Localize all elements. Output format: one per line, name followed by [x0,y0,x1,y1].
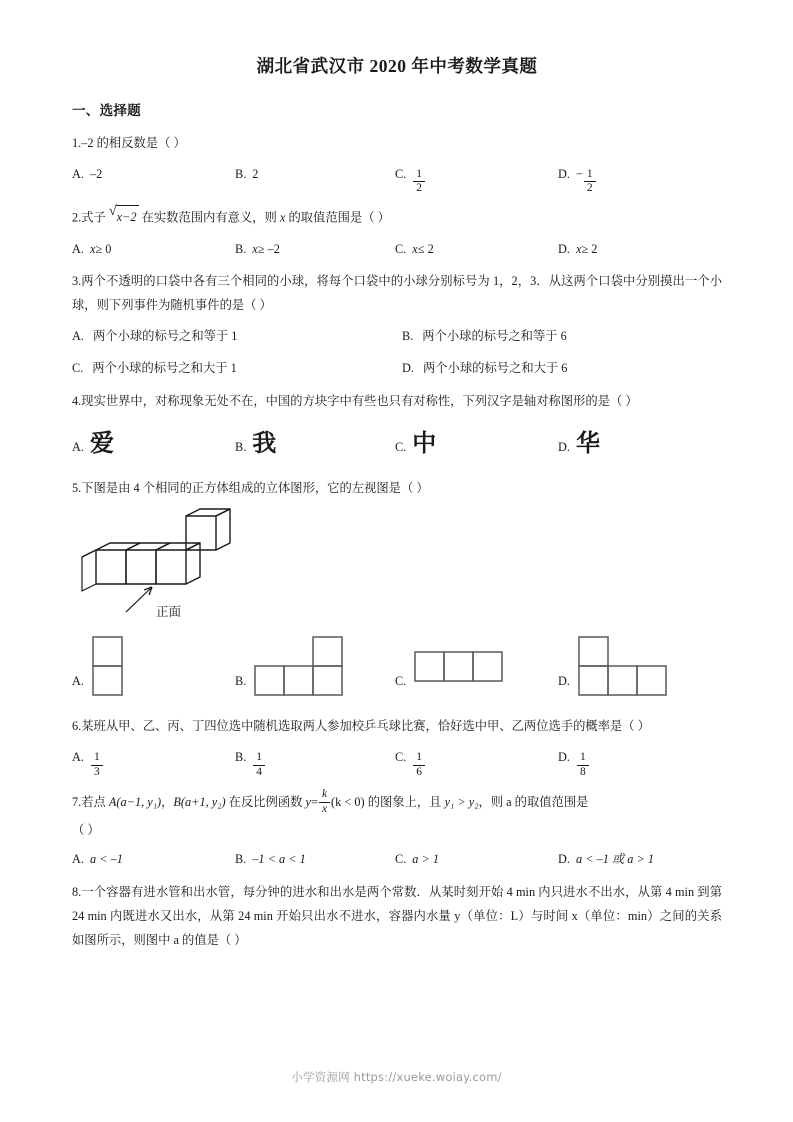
option-relation: ≥ 0 [95,241,112,256]
option-label: B. [235,166,247,181]
option-7-c[interactable] [395,848,558,871]
option-5-c[interactable] [395,635,558,701]
option-label: A. [72,166,84,181]
option-3-d[interactable] [402,357,722,380]
question-6-stem: 6.某班从甲、乙、丙、丁四位选中随机选取两人参加校乒乓球比赛，恰好选中甲、乙两位选手的概率是（ ） [72,719,650,734]
question-7-condition: (k < 0) 的图象上，且 [331,795,445,810]
page-content [72,55,722,960]
question-3-options-row1 [72,325,722,348]
footer-watermark: 小学资源网 https://xueke.woiay.com/ [291,1070,502,1084]
question-5-stem: 5.下图是由 4 个相同的正方体组成的立体图形，它的左视图是（ ） [72,481,429,496]
fraction-numerator: k [321,788,328,801]
option-label: C. [395,439,407,454]
option-value: 2 [252,166,259,181]
front-face-pointer-arrow [126,587,152,612]
option-label: C. [395,852,407,867]
option-2-d[interactable] [558,238,722,261]
question-7-mid: 在反比例函数 [225,795,306,810]
question-2-suffix-b: 的取值范围是（ ） [285,210,390,225]
option-5-b[interactable] [235,635,395,701]
equation-y: y [305,795,311,810]
fraction-denominator: 2 [584,181,596,196]
option-label: D. [558,750,570,765]
option-label: D. [402,361,414,376]
question-6-options [72,746,722,780]
fraction [253,751,265,779]
fraction-one-half [413,168,425,196]
fraction [577,751,589,779]
inequality-y1-y2: y₁ > y₂ [444,795,479,810]
radicand: x−2 [116,205,139,230]
option-label: D. [558,166,570,181]
option-1-a[interactable] [72,163,235,197]
option-7-d[interactable] [558,848,722,871]
option-value: a > 1 [412,852,440,867]
question-2-prefix: 2.式子 [72,210,109,225]
option-label: D. [558,674,570,689]
question-7-stem-line-1 [72,789,722,817]
isometric-cubes-diagram [80,508,280,620]
option-2-c[interactable] [395,238,558,261]
question-5-options [72,635,722,701]
shape-row3-top-right [253,635,353,701]
fraction-one-half [584,168,596,196]
fraction-numerator: 1 [256,751,263,764]
option-value: 两个小球的标号之和等于 6 [422,328,567,343]
point-a-label: A [108,795,117,810]
fraction-denominator: 3 [91,765,103,780]
option-relation: ≥ –2 [257,241,280,256]
fraction-k-over-x [319,788,330,816]
fraction-numerator: 1 [93,751,100,764]
option-4-d[interactable] [558,421,722,467]
question-4-options [72,421,722,467]
option-label: C. [395,241,407,256]
comma: ， [161,795,174,810]
point-a-args: (a−1, y₁) [116,795,162,810]
question-3-stem: 3.两个不透明的口袋中各有三个相同的小球，将每个口袋中的小球分别标号为 1，2，3．从这两个口袋中分别摸出一个小球，则下列事件为随机事件的是（ ） [72,274,722,313]
front-face-label: 正面 [156,604,182,620]
option-label: C. [395,750,407,765]
option-value: –2 [89,166,103,181]
option-label: A. [72,852,84,867]
question-2-suffix-a: 在实数范围内有意义，则 [138,210,280,225]
question-1-options [72,163,722,197]
question-7-prefix: 7.若点 [72,795,109,810]
option-value: 两个小球的标号之和大于 1 [92,361,237,376]
fraction [91,751,103,779]
fraction-denominator: 8 [577,765,589,780]
hanzi-glyph-ai: 爱 [89,428,114,457]
option-label: D. [558,852,570,867]
option-7-a[interactable] [72,848,235,871]
option-label: C. [395,674,407,689]
option-label: B. [235,439,247,454]
option-label: B. [235,852,247,867]
option-label: C. [72,361,84,376]
question-7-stem-line-2: （ ） [72,823,100,838]
option-4-c[interactable] [395,421,558,467]
fraction-denominator: 6 [413,765,425,780]
question-1-text: 1.–2 的相反数是（ ） [72,135,186,150]
option-5-a[interactable] [72,635,235,701]
option-1-b[interactable] [235,163,395,197]
fraction-numerator: 1 [416,167,423,180]
shape-row3-top-left [577,635,677,701]
option-6-b[interactable] [235,746,395,780]
option-label: D. [558,439,570,454]
shape-vertical-two-squares [91,635,135,701]
option-variable: x [412,241,418,256]
fraction-numerator: 1 [586,167,593,180]
option-label: D. [558,241,570,256]
page-title: 湖北省武汉市 2020 年中考数学真题 [256,56,538,76]
option-variable: x [575,241,582,256]
option-value: 两个小球的标号之和等于 1 [92,328,238,343]
question-5-figure [80,508,722,625]
option-label: A. [72,674,84,689]
option-value: 两个小球的标号之和大于 6 [422,361,568,376]
question-2-options [72,238,722,261]
option-value: –1 < a < 1 [252,852,306,867]
option-label: A. [72,439,84,454]
question-4-stem: 4.现实世界中，对称现象无处不在，中国的方块字中有些也只有对称性，下列汉字是轴对称图形的是（ ） [72,393,638,408]
option-label: C. [395,166,407,181]
equation-equals: = [311,795,318,810]
option-label: A. [72,241,84,256]
fraction-denominator: 2 [413,181,425,196]
question-2-stem [72,203,722,231]
fraction-denominator: x [319,802,330,817]
option-1-c[interactable] [395,163,558,197]
point-b-label: B [173,795,181,810]
option-relation: ≤ 2 [417,241,434,256]
option-label: A. [72,328,84,343]
question-1-stem [72,132,722,156]
option-value: a < –1 或 a > 1 [575,852,655,867]
option-variable: x [89,241,96,256]
option-2-a[interactable] [72,238,235,261]
option-4-b[interactable] [235,421,395,467]
option-3-b[interactable] [402,325,722,348]
option-1-d[interactable] [558,163,722,197]
option-value: a < –1 [89,852,123,867]
variable-x: x [279,210,286,225]
option-6-d[interactable] [558,746,722,780]
square-root-expression [109,205,139,230]
option-6-c[interactable] [395,746,558,780]
option-5-d[interactable] [558,635,722,701]
option-label: A. [72,750,84,765]
fraction-numerator: 1 [579,751,586,764]
option-3-c[interactable] [72,357,402,380]
section-heading: 一、选择题 [72,102,141,118]
option-label: B. [235,674,247,689]
question-7-options [72,848,722,871]
question-7-tail: ，则 a 的取值范围是 [478,795,589,810]
option-2-b[interactable] [235,238,395,261]
hanzi-glyph-wo: 我 [252,428,277,457]
radical-icon: √ [108,203,117,219]
hanzi-glyph-zhong: 中 [412,428,437,457]
hanzi-glyph-hua: 华 [575,428,600,457]
option-6-a[interactable] [72,746,235,780]
fraction [413,751,425,779]
option-3-a[interactable] [72,325,402,348]
fraction-denominator: 4 [253,765,265,780]
option-label: B. [402,328,414,343]
option-label: B. [235,241,247,256]
option-relation: ≥ 2 [581,241,598,256]
shape-row3 [413,635,513,701]
option-label: B. [235,750,247,765]
option-4-a[interactable] [72,421,235,467]
question-8-stem: 8.一个容器有进水管和出水管，每分钟的进水和出水是两个常数．从某时刻开始 4 min 内只进水不出水，从第 4 min 到第 24 min 内既进水又出水，从第 24 min 开始只出水不进水，容器内水量 y（单位：L）与时间 x（单位：min）之间的关系如图所示，则图中 a 的值是（ ） [72,884,722,947]
question-3-options-row2 [72,357,722,380]
option-variable: x [252,241,258,256]
fraction-numerator: 1 [416,751,423,764]
minus-sign: − [575,166,583,181]
point-b-args: (a+1, y₂) [180,795,226,810]
option-7-b[interactable] [235,848,395,871]
